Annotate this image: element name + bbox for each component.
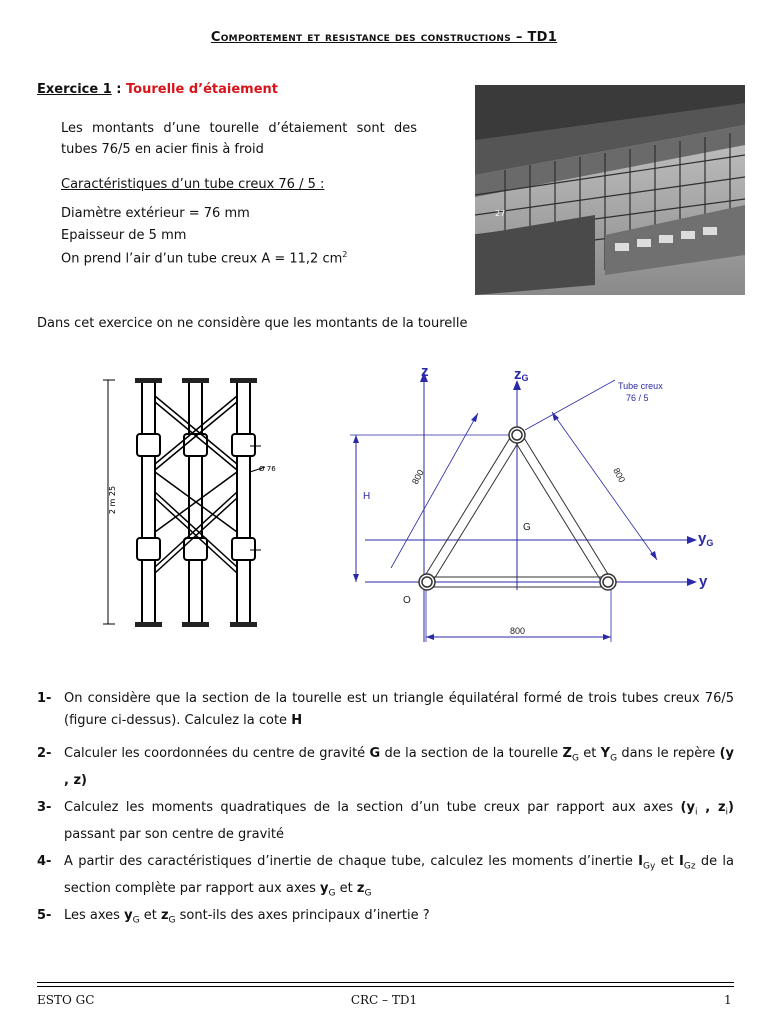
axis-zg-label: zG	[514, 366, 529, 383]
axis-y-label: y	[699, 573, 708, 590]
footer-rule-top	[37, 982, 734, 983]
section-diagram	[345, 360, 723, 650]
exercise-intro: Les montants d’une tourelle d’étaiement sont des tubes 76/5 en acier finis à froid	[61, 121, 417, 157]
h-label: H	[363, 491, 371, 502]
question-number: 2-	[37, 746, 52, 761]
question-number: 3-	[37, 800, 52, 815]
question-5: 5- Les axes $y_G$ et $z_G$ sont-ils des axes principaux d’inertie ?	[37, 905, 734, 932]
tower-height-label: 2 m 25	[108, 485, 117, 515]
photo-post-label: 27	[495, 209, 506, 218]
g-label: G	[523, 522, 531, 533]
question-number: 1-	[37, 691, 52, 706]
footer-center: CRC – TD1	[350, 993, 418, 1007]
exercise-label: Exercice 1	[37, 82, 112, 97]
exercise-heading	[37, 82, 278, 97]
char-diameter: Diamètre extérieur = 76 mm	[61, 206, 250, 221]
char-area-exp: 2	[342, 250, 348, 259]
exercise-note: Dans cet exercice on ne considère que les montants de la tourelle	[37, 316, 468, 331]
exercise-separator: :	[111, 82, 127, 97]
right-side-dim: 800	[611, 466, 628, 485]
question-3: 3- Calculez les moments quadratiques de la section d’un tube creux par rapport aux axes ($y_i$ , $z_i$) passant par son centre de gravité	[37, 797, 734, 846]
base-dim-label: 800	[510, 626, 526, 636]
tower-elevation-drawing	[85, 372, 310, 634]
o-label: O	[403, 595, 411, 606]
scaffolding-photo	[475, 85, 745, 295]
footer-left: ESTO GC	[37, 993, 95, 1007]
left-side-dim: 800	[409, 467, 426, 486]
tube-diameter-label: Ø 76	[259, 465, 276, 473]
characteristics-heading: Caractéristiques d’un tube creux 76 / 5 :	[61, 177, 325, 192]
question-number: 4-	[37, 854, 52, 869]
tube-label-line2: 76 / 5	[626, 393, 649, 403]
axis-z-label: z	[421, 363, 429, 380]
char-area	[61, 250, 347, 266]
axis-yg-label: $y_G$	[698, 530, 714, 548]
question-emphasis: H	[291, 713, 303, 728]
question-number: 5-	[37, 908, 52, 923]
char-thickness: Epaisseur de 5 mm	[61, 228, 187, 243]
footer-rule-bottom	[37, 986, 734, 987]
question-1	[37, 688, 734, 732]
footer-page-number: 1	[724, 993, 732, 1007]
question-text: On considère que la section de la tourelle est un triangle équilatéral formé de trois tubes creux 76/5 (figure ci-dessus). Calculez la cote	[64, 691, 734, 728]
question-2: 2- Calculer les coordonnées du centre de gravité G de la section de la tourelle $Z_G$ et $Y_G$ dans le repère (y , z)	[37, 743, 734, 792]
question-4: 4- A partir des caractéristiques d’inertie de chaque tube, calculez les moments d’inertie $I_{Gy}$ et $I_{Gz}$ de la section complète par rapport aux axes $y_G$ et $z_G$	[37, 851, 734, 904]
char-area-text: On prend l’air d’un tube creux A = 11,2 cm	[61, 251, 343, 267]
page-title: Comportement et resistance des constructions – TD1	[210, 30, 558, 45]
tube-label-line1: Tube creux	[618, 381, 663, 391]
exercise-title: Tourelle d’étaiement	[126, 82, 278, 97]
